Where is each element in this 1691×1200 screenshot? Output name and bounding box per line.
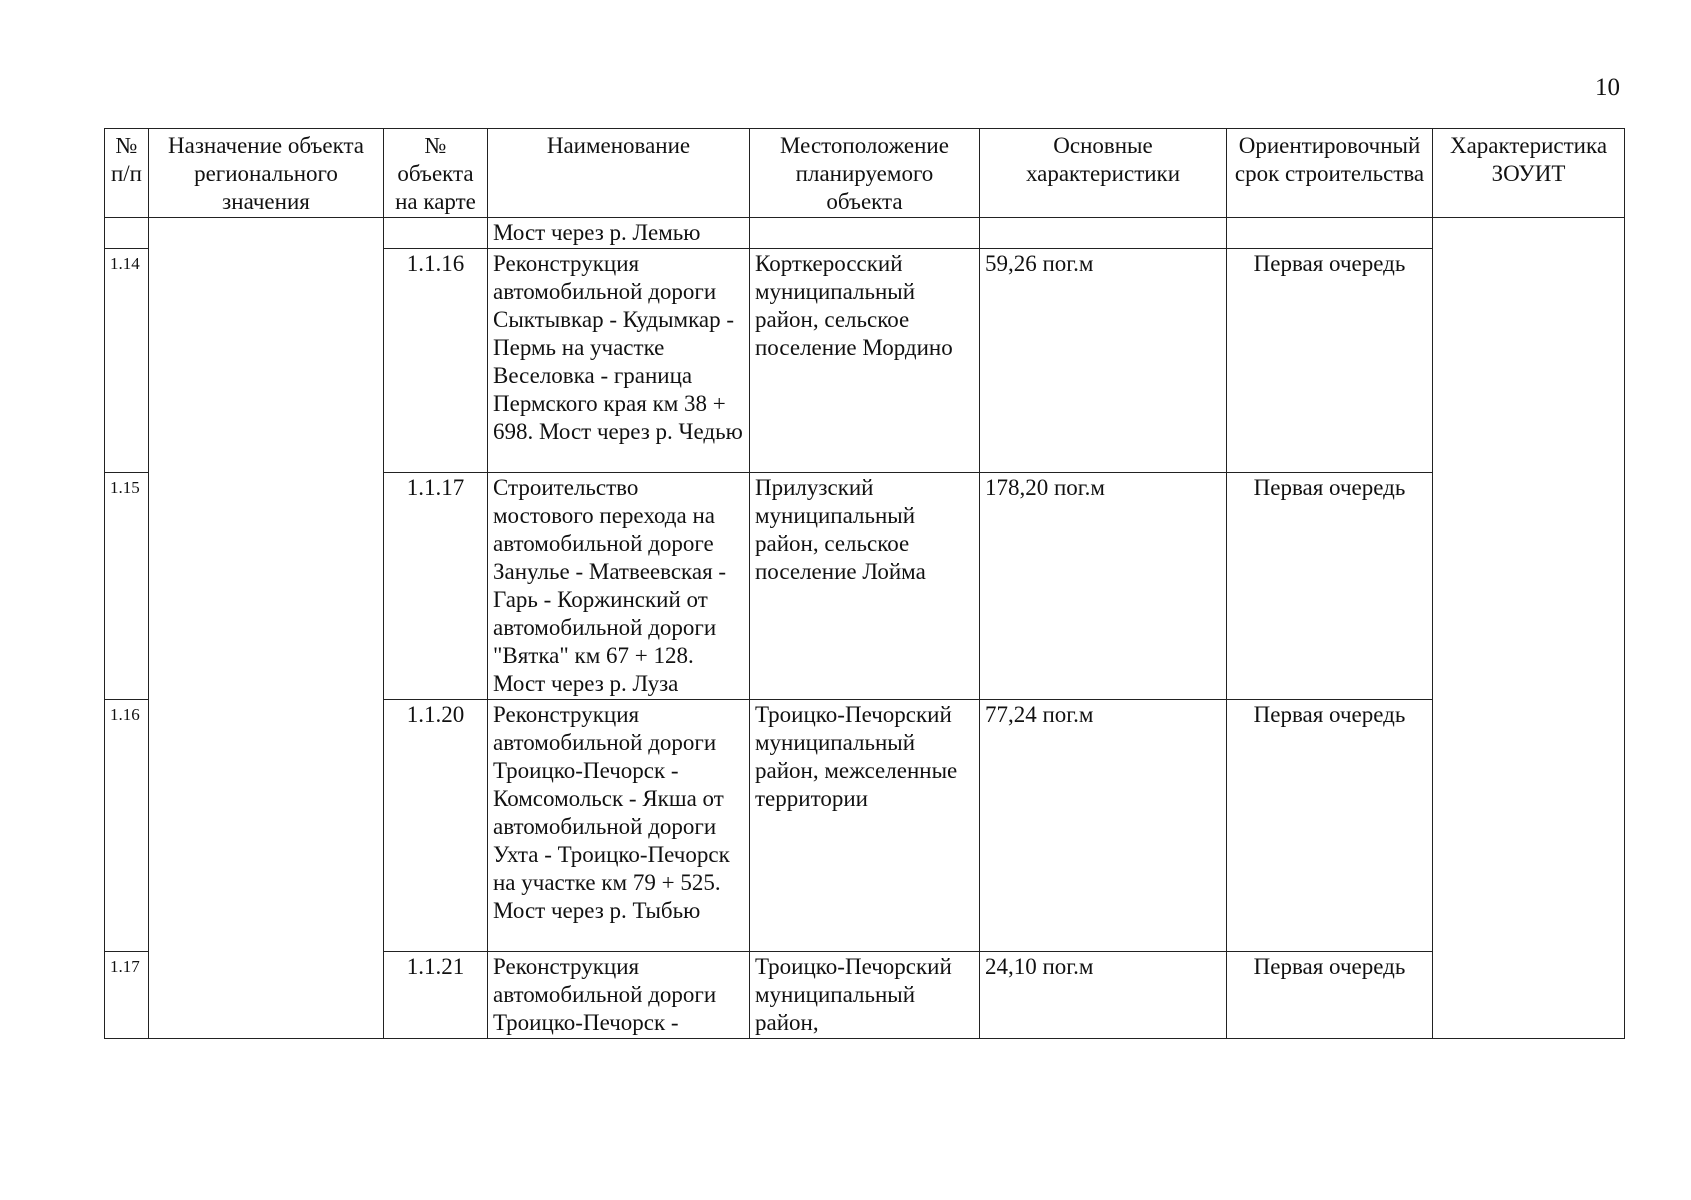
header-map-number: № объекта на карте	[384, 129, 488, 218]
cell-location-empty	[750, 218, 980, 249]
page-number: 10	[1595, 74, 1620, 101]
cell-characteristics: 59,26 пог.м	[980, 249, 1227, 473]
cell-term: Первая очередь	[1227, 700, 1433, 952]
cell-num: 1.14	[105, 249, 149, 473]
cell-num: 1.15	[105, 473, 149, 700]
cell-name: Реконструкция автомобильной дороги Троицко-Печорск -	[488, 952, 750, 1039]
header-row-number: № п/п	[105, 129, 149, 218]
cell-location: Троицко-Печорский муниципальный район,	[750, 952, 980, 1039]
cell-map-number: 1.1.17	[384, 473, 488, 700]
cell-location: Прилузский муниципальный район, сельское поселение Лойма	[750, 473, 980, 700]
header-location: Местоположение планируемого объекта	[750, 129, 980, 218]
cell-name-continuation: Мост через р. Лемью	[488, 218, 750, 249]
cell-map-number: 1.1.21	[384, 952, 488, 1039]
header-characteristics: Основные характеристики	[980, 129, 1227, 218]
cell-num: 1.16	[105, 700, 149, 952]
table-header-row	[105, 129, 1625, 218]
cell-num-empty	[105, 218, 149, 249]
cell-name: Реконструкция автомобильной дороги Сыктывкар - Кудымкар - Пермь на участке Веселовка - граница Пермского края км 38 + 698. Мост через р. Чедью	[488, 249, 750, 473]
cell-purpose-merged	[149, 218, 384, 1039]
cell-characteristics: 77,24 пог.м	[980, 700, 1227, 952]
cell-term: Первая очередь	[1227, 473, 1433, 700]
cell-characteristics: 24,10 пог.м	[980, 952, 1227, 1039]
header-name: Наименование	[488, 129, 750, 218]
header-construction-term: Ориентировочный срок строительства	[1227, 129, 1433, 218]
cell-location: Корткеросский муниципальный район, сельское поселение Мордино	[750, 249, 980, 473]
table-row-continuation	[105, 218, 1625, 249]
cell-name: Реконструкция автомобильной дороги Троицко-Печорск - Комсомольск - Якша от автомобильной дороги Ухта - Троицко-Печорск на участке км 79 + 525. Мост через р. Тыбью	[488, 700, 750, 952]
cell-zouit-merged	[1433, 218, 1625, 1039]
header-purpose: Назначение объекта регионального значения	[149, 129, 384, 218]
cell-term-empty	[1227, 218, 1433, 249]
header-zouit: Характеристика ЗОУИТ	[1433, 129, 1625, 218]
cell-location: Троицко-Печорский муниципальный район, межселенные территории	[750, 700, 980, 952]
cell-characteristics: 178,20 пог.м	[980, 473, 1227, 700]
cell-map-number: 1.1.16	[384, 249, 488, 473]
cell-mapno-empty	[384, 218, 488, 249]
cell-char-empty	[980, 218, 1227, 249]
cell-name: Строительство мостового перехода на автомобильной дороге Занулье - Матвеевская - Гарь - Коржинский от автомобильной дороги "Вятка" км 67 + 128. Мост через р. Луза	[488, 473, 750, 700]
cell-num: 1.17	[105, 952, 149, 1039]
cell-term: Первая очередь	[1227, 952, 1433, 1039]
cell-term: Первая очередь	[1227, 249, 1433, 473]
cell-map-number: 1.1.20	[384, 700, 488, 952]
regional-objects-table	[104, 128, 1625, 1039]
